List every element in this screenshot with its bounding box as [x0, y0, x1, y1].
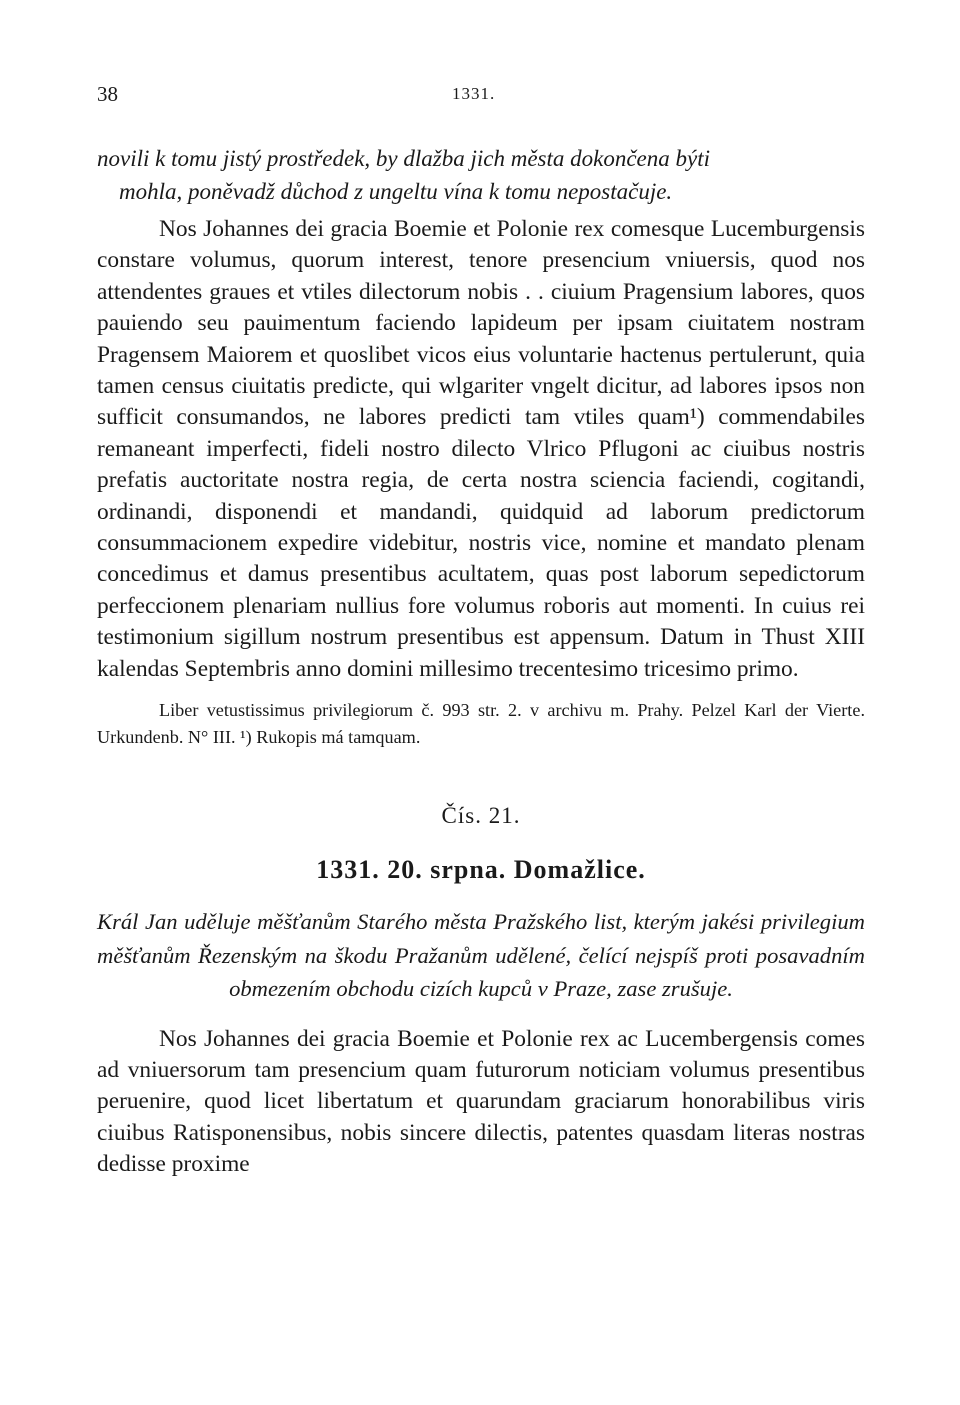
running-header-year: 1331.: [452, 84, 496, 103]
page-number: 38: [97, 82, 118, 106]
document-number: Čís. 21.: [441, 803, 521, 829]
document-summary: Král Jan uděluje měšťanům Starého města Pražského list, kterým jakési privilegium měšťanům Řezenským na škodu Pražanům udělené, čelící nejspíš proti posavadním obmezením obchodu cizích kupců v Praze, zase zrušuje.: [97, 909, 865, 1002]
document-heading: 1331. 20. srpna. Domažlice.: [316, 855, 646, 885]
continued-summary-line-2: mohla, poněvadž důchod z ungeltu vína k tomu nepostačuje.: [119, 179, 673, 204]
charter-text-1: Nos Johannes dei gracia Boemie et Polonie rex comesque Lucemburgensis constare volumus, quorum interest, tenore presencium vniuersis, quod nos attendentes graues et vtiles dilectorum nobis . . ciuium Pragensium labores, quos pauiendo seu pauimentum faciendo lapideum per ipsam ciuitatem nostram Pragensem Maiorem et quoslibet vicos eius voluntarie hactenus pertulerunt, quia tamen census ciuitatis predicte, qui wlgariter vngelt dicitur, ad labores ipsos non sufficit consumandos, ne labores predicti tam vtiles quam¹) commendabiles remaneant imperfecti, fideli nostro dilecto Vlrico Pflugoni ac ciuibus nostris prefatis auctoritate nostra regia, de certa nostra sciencia faciendi, cogitandi, ordinandi, disponendi et mandandi, quidquid ad laborum predictorum consummacionem expedire videbitur, nostris vice, nomine et mandato plenam concedimus et damus presentibus acultatem, quas post laborum sepedictorum perfeccionem plenariam nullius fore volumus roboris aut momenti. In cuius rei testimonium sigillum nostrum presentibus est appensum. Datum in Thust XIII kalendas Septembris anno domini millesimo trecentesimo tricesimo primo.: [97, 216, 865, 682]
charter-text-2: Nos Johannes dei gracia Boemie et Polonie rex ac Lucembergensis comes ad vniuersorum tam presencium quam futurorum noticiam volumus presentibus peruenire, quod licet libertatum et quarundam graciarum honorabilibus viris ciuibus Ratisponensibus, nobis sincere dilectis, patentes quasdam literas nostras dedisse proxime: [97, 1025, 865, 1178]
continued-summary: [97, 142, 865, 208]
book-page: [97, 82, 865, 1181]
page-header: [97, 82, 865, 116]
source-note: Liber vetustissimus privilegiorum č. 993 str. 2. v archivu m. Prahy. Pelzel Karl der Vierte. Urkundenb. N° III. ¹) Rukopis má tamquam.: [97, 700, 865, 748]
continued-summary-line-1: novili k tomu jistý prostředek, by dlažba jich města dokončena býti: [97, 146, 710, 171]
